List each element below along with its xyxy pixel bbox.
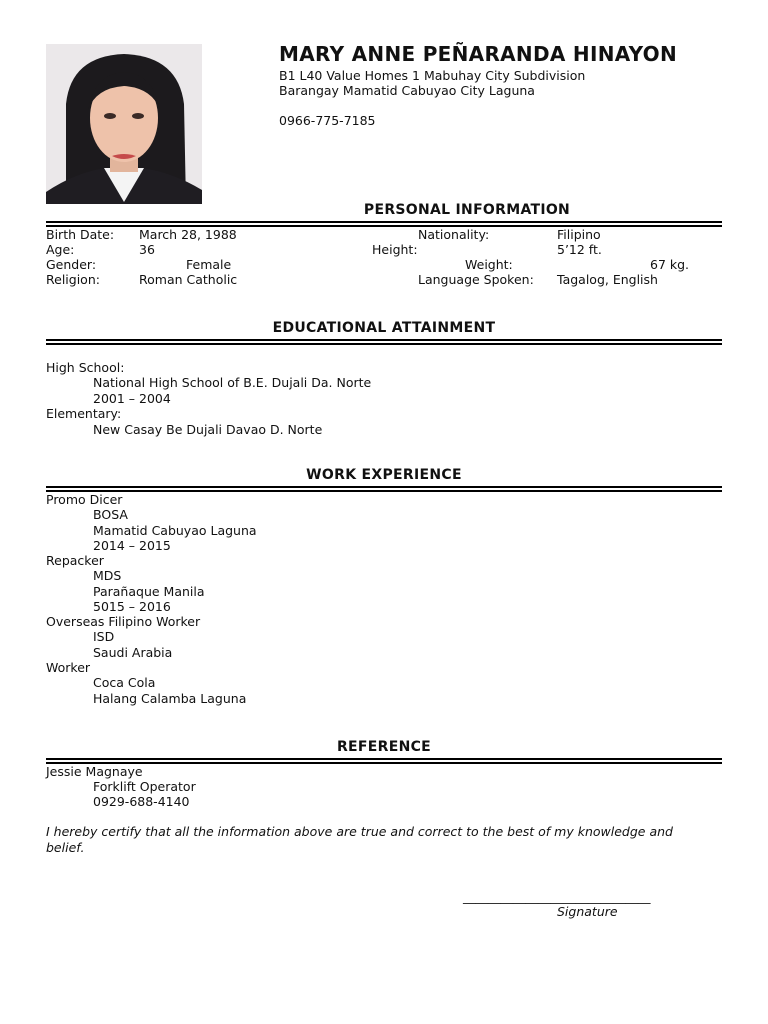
job-detail: MDS [93,568,122,583]
gender-label: Gender: [46,257,97,272]
birth-date-value: March 28, 1988 [139,227,237,242]
phone-number: 0966-775-7185 [279,113,376,128]
applicant-name: MARY ANNE PEÑARANDA HINAYON [279,42,678,66]
personal-info-heading: PERSONAL INFORMATION [363,202,571,218]
job-detail: ISD [93,629,115,644]
job-title: Promo Dicer [46,492,123,507]
divider [46,486,722,488]
education-heading: EDUCATIONAL ATTAINMENT [272,320,496,336]
job-detail: BOSA [93,507,128,522]
reference-position: Forklift Operator [93,779,196,794]
certification-text-continued: belief. [46,840,85,855]
high-school-label: High School: [46,360,125,375]
elementary-label: Elementary: [46,406,122,421]
divider [46,758,722,760]
gender-value: Female [186,257,232,272]
divider [46,490,722,492]
birth-date-label: Birth Date: [46,227,115,242]
job-detail: 5015 – 2016 [93,599,171,614]
profile-photo [46,44,202,204]
high-school-name: National High School of B.E. Dujali Da. Norte [93,375,372,390]
portrait-image [46,44,202,204]
high-school-years: 2001 – 2004 [93,391,171,406]
religion-value: Roman Catholic [139,272,238,287]
height-value: 5’12 ft. [557,242,602,257]
age-label: Age: [46,242,75,257]
nationality-label: Nationality: [418,227,490,242]
language-value: Tagalog, English [557,272,658,287]
height-label: Height: [372,242,418,257]
weight-value: 67 kg. [650,257,690,272]
reference-heading: REFERENCE [336,739,432,755]
job-detail: 2014 – 2015 [93,538,171,553]
age-value: 36 [139,242,155,257]
certification-text: I hereby certify that all the information above are true and correct to the best of my knowledge and [46,824,673,839]
language-label: Language Spoken: [418,272,534,287]
divider [46,339,722,341]
reference-name: Jessie Magnaye [46,764,143,779]
divider [46,762,722,764]
work-experience-heading: WORK EXPERIENCE [306,467,462,483]
job-title: Repacker [46,553,104,568]
job-detail: Coca Cola [93,675,156,690]
job-detail: Halang Calamba Laguna [93,691,247,706]
job-detail: Parañaque Manila [93,584,205,599]
reference-phone: 0929-688-4140 [93,794,190,809]
divider [46,221,722,223]
elementary-name: New Casay Be Dujali Davao D. Norte [93,422,323,437]
divider [46,343,722,345]
job-title: Worker [46,660,91,675]
address-line-2: Barangay Mamatid Cabuyao City Laguna [279,83,535,98]
religion-label: Religion: [46,272,100,287]
job-title: Overseas Filipino Worker [46,614,201,629]
signature-label: Signature [557,904,618,919]
job-detail: Mamatid Cabuyao Laguna [93,523,257,538]
nationality-value: Filipino [557,227,601,242]
signature-line: ______________________________ [463,889,651,904]
job-detail: Saudi Arabia [93,645,173,660]
weight-label: Weight: [465,257,513,272]
address-line-1: B1 L40 Value Homes 1 Mabuhay City Subdivision [279,68,586,83]
